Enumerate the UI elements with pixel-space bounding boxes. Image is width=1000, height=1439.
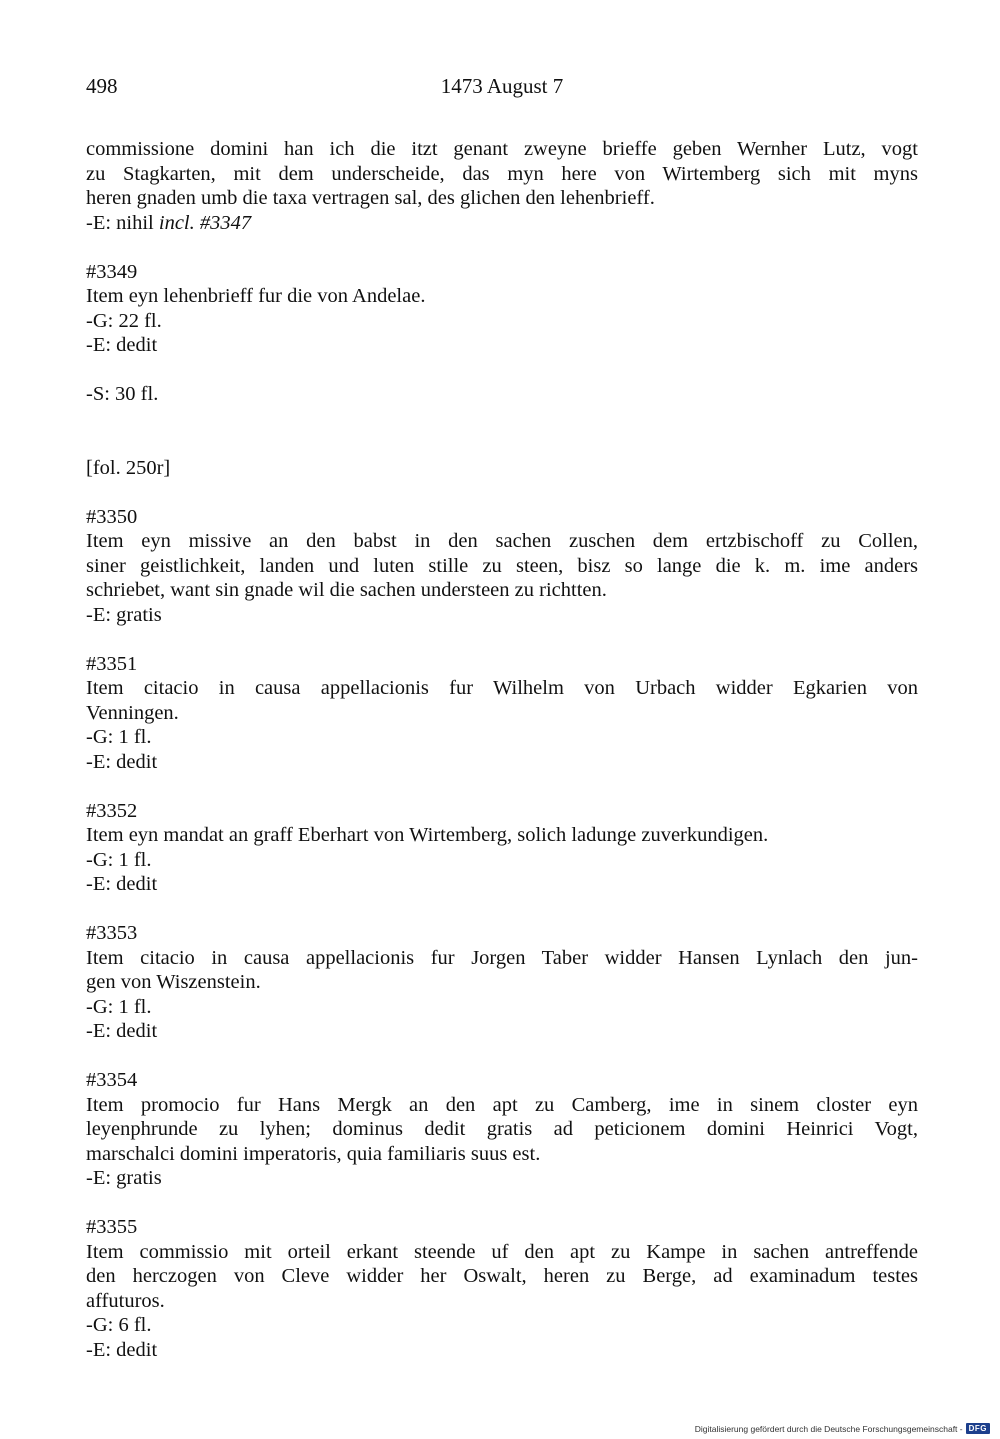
entry-3349	[86, 260, 918, 407]
entry-3351	[86, 652, 918, 775]
e-note: -E: gratis	[86, 1167, 162, 1189]
entry-text: Item citacio in causa appellacionis fur Jorgen Taber widder Hansen Lynlach den jun-	[86, 946, 918, 969]
text-line: heren gnaden umb die taxa vertragen sal, des glichen den lehenbrieff.	[86, 187, 655, 209]
cross-reference: incl. #3347	[158, 211, 252, 234]
running-title: 1473 August 7	[440, 74, 564, 98]
entry-id: #3349	[86, 260, 138, 283]
intro-paragraph	[86, 137, 918, 235]
entry-id: #3355	[86, 1216, 138, 1238]
entry-text: gen von Wiszenstein.	[86, 971, 261, 993]
dfg-logo-icon: DFG	[966, 1423, 990, 1434]
e-note: -E: dedit	[86, 1020, 158, 1042]
entry-text: Item citacio in causa appellacionis fur Wilhelm von Urbach widder Egkarien von	[86, 677, 918, 699]
folio-marker: [fol. 250r]	[86, 456, 171, 479]
entry-text: Item eyn lehenbrieff fur die von Andelae.	[86, 285, 426, 307]
page-header	[86, 74, 918, 106]
entry-id: #3350	[86, 505, 138, 528]
e-note	[86, 211, 918, 236]
entry-text: Item commissio mit orteil erkant steende uf den apt zu Kampe in sachen antreffende	[86, 1240, 918, 1263]
e-note: -E: dedit	[86, 1338, 158, 1361]
entry-text: Item promocio fur Hans Mergk an den apt zu Camberg, ime in sinem closter eyn	[86, 1093, 918, 1116]
entry-id: #3353	[86, 922, 138, 944]
g-note: -G: 1 fl.	[86, 726, 152, 748]
entry-id: #3351	[86, 652, 138, 675]
g-note: -G: 6 fl.	[86, 1314, 152, 1336]
funding-credit	[695, 1423, 990, 1434]
document-body	[86, 137, 918, 1362]
g-note: -G: 1 fl.	[86, 995, 152, 1018]
entry-id: #3354	[86, 1069, 138, 1091]
e-note-prefix: -E: nihil	[86, 211, 159, 234]
entry-text: affuturos.	[86, 1289, 165, 1312]
g-note: -G: 22 fl.	[86, 309, 162, 332]
entry-id: #3352	[86, 799, 138, 822]
e-note: -E: gratis	[86, 603, 162, 626]
e-note: -E: dedit	[86, 750, 158, 773]
entry-3355	[86, 1215, 918, 1362]
entry-text: Item eyn mandat an graff Eberhart von Wirtemberg, solich ladunge zuverkundigen.	[86, 824, 769, 846]
entry-text: den herczogen von Cleve widder her Oswalt, heren zu Berge, ad examinadum testes	[86, 1265, 918, 1287]
entry-text: schriebet, want sin gnade wil die sachen understeen zu richtten.	[86, 579, 607, 601]
entry-3354	[86, 1068, 918, 1191]
funding-credit-text: Digitalisierung gefördert durch die Deutsche Forschungsgemeinschaft -	[694, 1423, 963, 1434]
g-note: -G: 1 fl.	[86, 848, 152, 871]
entry-3353	[86, 921, 918, 1044]
page	[86, 74, 918, 1362]
entry-text: Item eyn missive an den babst in den sachen zuschen dem ertzbischoff zu Collen,	[86, 530, 918, 552]
e-note: -E: dedit	[86, 873, 158, 895]
page-number: 498	[86, 74, 118, 98]
s-note: -S: 30 fl.	[86, 383, 159, 405]
text-line: zu Stagkarten, mit dem underscheide, das myn here von Wirtemberg sich mit myns	[86, 162, 918, 185]
entry-3350	[86, 505, 918, 628]
entry-text: leyenphrunde zu lyhen; dominus dedit gratis ad peticionem domini Heinrici Vogt,	[86, 1118, 918, 1140]
text-line: commissione domini han ich die itzt genant zweyne brieffe geben Wernher Lutz, vogt	[86, 138, 918, 160]
e-note: -E: dedit	[86, 334, 158, 356]
entry-text: Venningen.	[86, 701, 179, 724]
entry-3352	[86, 799, 918, 897]
entry-text: siner geistlichkeit, landen und luten stille zu steen, bisz so lange die k. m. ime anders	[86, 554, 918, 577]
entry-text: marschalci domini imperatoris, quia familiaris suus est.	[86, 1142, 541, 1165]
